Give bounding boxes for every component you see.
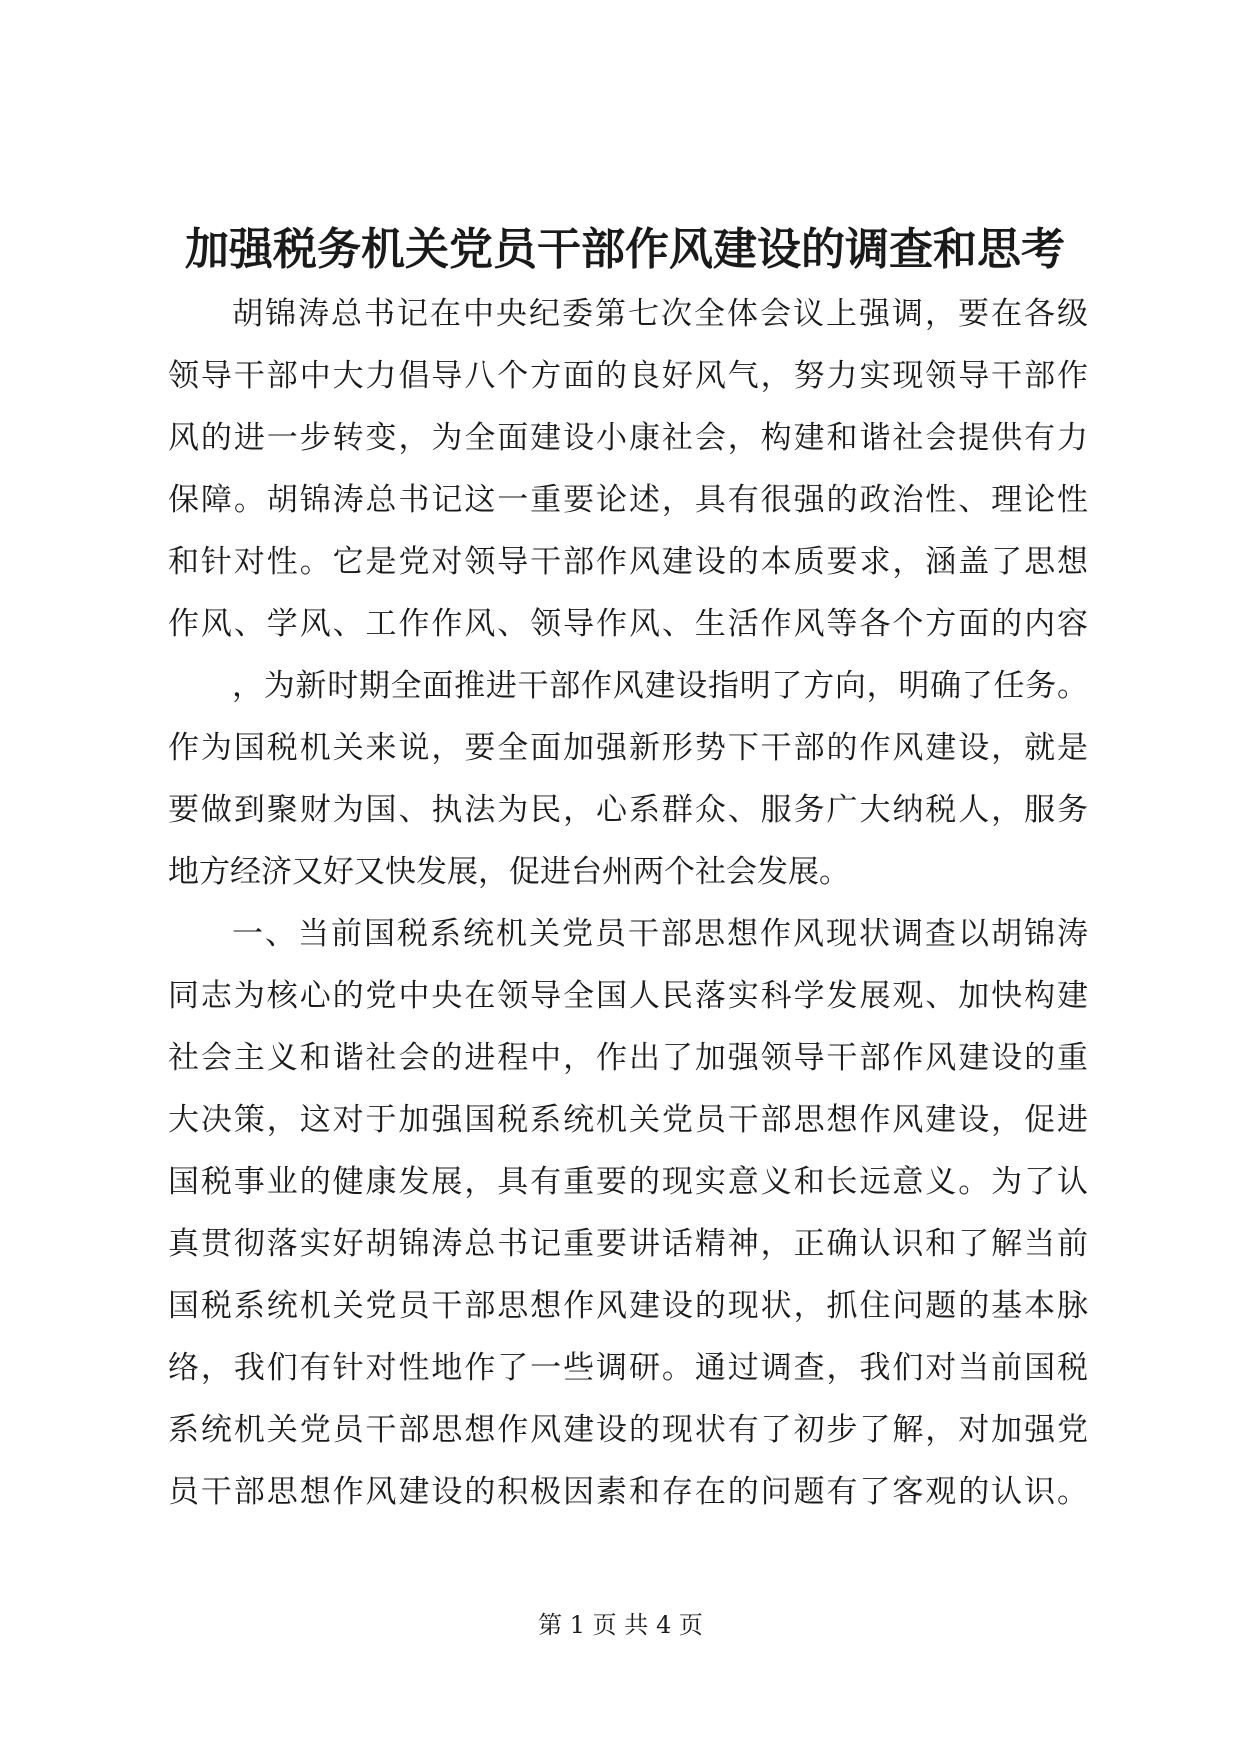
body-line: ，为新时期全面推进干部作风建设指明了方向，明确了任务。 [232, 668, 1088, 704]
body-line: 同志为核心的党中央在领导全国人民落实科学发展观、加快构建 [168, 978, 1088, 1014]
document-title: 加强税务机关党员干部作风建设的调查和思考 [185, 224, 1065, 275]
body-line: 真贯彻落实好胡锦涛总书记重要讲话精神，正确认识和了解当前 [168, 1226, 1088, 1262]
body-line: 国税事业的健康发展，具有重要的现实意义和长远意义。为了认 [168, 1164, 1088, 1200]
body-line: 地方经济又好又快发展，促进台州两个社会发展。 [168, 854, 850, 890]
body-line: 风的进一步转变，为全面建设小康社会，构建和谐社会提供有力 [168, 420, 1088, 456]
body-line: 作为国税机关来说，要全面加强新形势下干部的作风建设，就是 [168, 730, 1088, 766]
body-line: 领导干部中大力倡导八个方面的良好风气，努力实现领导干部作 [168, 358, 1088, 394]
body-line: 大决策，这对于加强国税系统机关党员干部思想作风建设，促进 [168, 1102, 1088, 1138]
body-line: 和针对性。它是党对领导干部作风建设的本质要求，涵盖了思想 [168, 544, 1088, 580]
body-line: 国税系统机关党员干部思想作风建设的现状，抓住问题的基本脉 [168, 1288, 1088, 1324]
body-line: 要做到聚财为国、执法为民，心系群众、服务广大纳税人，服务 [168, 792, 1088, 828]
body-line: 社会主义和谐社会的进程中，作出了加强领导干部作风建设的重 [168, 1040, 1088, 1076]
body-line: 系统机关党员干部思想作风建设的现状有了初步了解，对加强党 [168, 1412, 1088, 1448]
body-line: 员干部思想作风建设的积极因素和存在的问题有了客观的认识。 [168, 1474, 1088, 1510]
body-line: 保障。胡锦涛总书记这一重要论述，具有很强的政治性、理论性 [168, 482, 1088, 518]
page-number: 第 1 页 共 4 页 [538, 1611, 703, 1639]
body-line: 一、当前国税系统机关党员干部思想作风现状调查以胡锦涛 [232, 916, 1088, 952]
document-body [168, 283, 1088, 1523]
body-line: 络，我们有针对性地作了一些调研。通过调查，我们对当前国税 [168, 1350, 1088, 1386]
body-line: 胡锦涛总书记在中央纪委第七次全体会议上强调，要在各级 [232, 296, 1088, 332]
body-line: 作风、学风、工作作风、领导作风、生活作风等各个方面的内容 [168, 606, 1088, 642]
